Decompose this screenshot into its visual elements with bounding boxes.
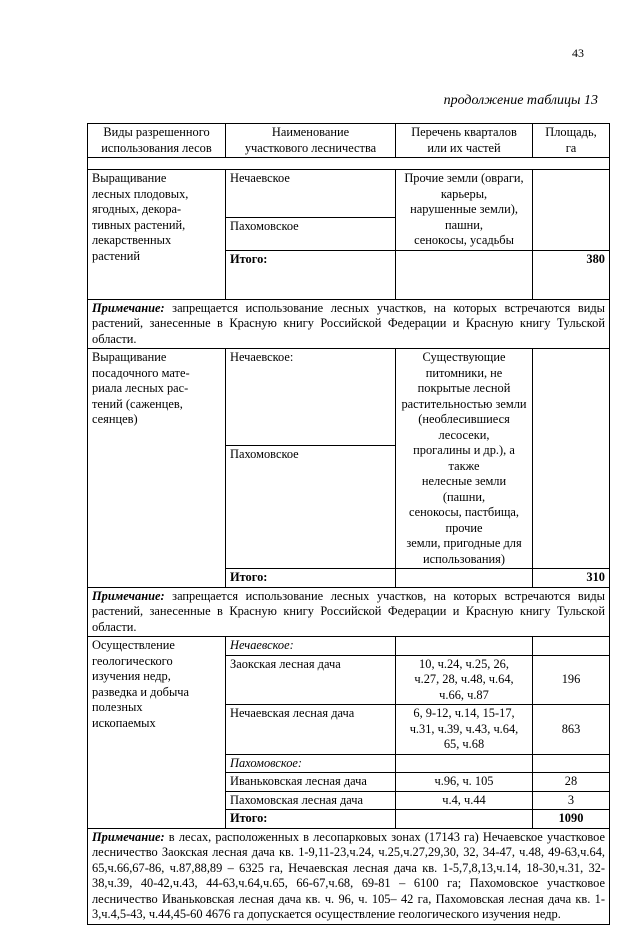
forestry-name: Нечаевское (226, 170, 396, 218)
quarters-cell: Существующие питомники, не покрытые лесной растительностью земли (необлесившиеся лесосеки, прогалины и др.), а также нелесные земли (пашни, сенокосы, пастбища, прочие земли, пригодные для использования) (396, 349, 533, 569)
use-type-cell: Выращивание лесных плодовых, ягодных, декора- тивных растений, лекарственных растений (88, 170, 226, 300)
area-value: 863 (533, 705, 610, 755)
total-label: Итого: (226, 250, 396, 299)
forestry-name: Заокская лесная дача (226, 655, 396, 705)
forestry-name: Иваньковская лесная дача (226, 773, 396, 792)
forestry-name: Нечаевская лесная дача (226, 705, 396, 755)
area-value: 3 (533, 791, 610, 810)
area-value: 196 (533, 655, 610, 705)
note-row (88, 299, 610, 349)
quarters-cell: ч.4, ч.44 (396, 791, 533, 810)
area-cell (533, 170, 610, 251)
total-value: 380 (533, 250, 610, 299)
page-number: 43 (572, 46, 584, 60)
quarters-cell: 6, 9-12, ч.14, 15-17, ч.31, ч.39, ч.43, ч.64, 65, ч.68 (396, 705, 533, 755)
area-cell (533, 349, 610, 569)
header-type: Виды разрешенного использования лесов (88, 124, 226, 158)
group-label: Нечаевское: (226, 637, 396, 656)
spacer-row (88, 158, 610, 170)
header-quarters: Перечень кварталов или их частей (396, 124, 533, 158)
header-row (88, 124, 610, 158)
note-text: Примечание: в лесах, расположенных в лесопарковых зонах (17143 га) Нечаевское участковое лесничество Заокская лесная дача кв. 1-9,11-23,ч.24, ч.25,ч.27,29,30, 32, 34-47, ч.48, 49-63,ч.64, 65,ч.66,67-86, ч.87,88,89 – 6325 га, Нечаевская лесная дача кв. 1-5,7,8,13,ч.14, 18-30,ч.31, 32-38,ч.39, 40-42,ч.43, 44-63,ч.64,ч.65, 66-67,ч.68, 69-81 – 6100 га; Пахомовское участковое лесничество Иваньковская лесная дача кв. ч. 96, ч. 105– 42 га, Пахомовская лесная дача кв. 1-3,ч.4,5-43, ч.44,45-60 4676 га допускается осуществление геологического изучения недр. (88, 828, 610, 924)
table-row (88, 170, 610, 218)
empty-cell (396, 250, 533, 299)
note-text: Примечание: запрещается использование лесных участков, на которых встречаются виды растений, занесенные в Красную книгу Российской Федерации и Красную книгу Тульской области. (88, 299, 610, 349)
quarters-cell: Прочие земли (овраги, карьеры, нарушенные земли), пашни, сенокосы, усадьбы (396, 170, 533, 251)
table-row (88, 637, 610, 656)
note-text: Примечание: запрещается использование лесных участков, на которых встречаются виды растений, занесенные в Красную книгу Российской Федерации и Красную книгу Тульской области. (88, 587, 610, 637)
use-type-cell: Осуществление геологического изучения недр, разведка и добыча полезных ископаемых (88, 637, 226, 829)
empty-cell (396, 810, 533, 829)
forestry-name: Пахомовское (226, 217, 396, 250)
empty-cell (533, 637, 610, 656)
table-row (88, 349, 610, 446)
group-label: Пахомовское: (226, 754, 396, 773)
note-row (88, 587, 610, 637)
quarters-cell: ч.96, ч. 105 (396, 773, 533, 792)
quarters-cell: 10, ч.24, ч.25, 26, ч.27, 28, ч.48, ч.64, ч.66, ч.87 (396, 655, 533, 705)
empty-cell (396, 569, 533, 588)
empty-cell (396, 637, 533, 656)
forestry-name: Пахомовское (226, 446, 396, 569)
header-forestry: Наименование участкового лесничества (226, 124, 396, 158)
total-value: 310 (533, 569, 610, 588)
empty-cell (396, 754, 533, 773)
header-area: Площадь, га (533, 124, 610, 158)
note-row (88, 828, 610, 924)
total-value: 1090 (533, 810, 610, 829)
forestry-name: Нечаевское: (226, 349, 396, 446)
total-label: Итого: (226, 810, 396, 829)
total-label: Итого: (226, 569, 396, 588)
forestry-name: Пахомовская лесная дача (226, 791, 396, 810)
table-caption: продолжение таблицы 13 (443, 93, 598, 108)
use-type-cell: Выращивание посадочного мате- риала лесных рас- тений (саженцев, сеянцев) (88, 349, 226, 588)
area-value: 28 (533, 773, 610, 792)
empty-cell (533, 754, 610, 773)
forest-use-table (87, 123, 610, 925)
